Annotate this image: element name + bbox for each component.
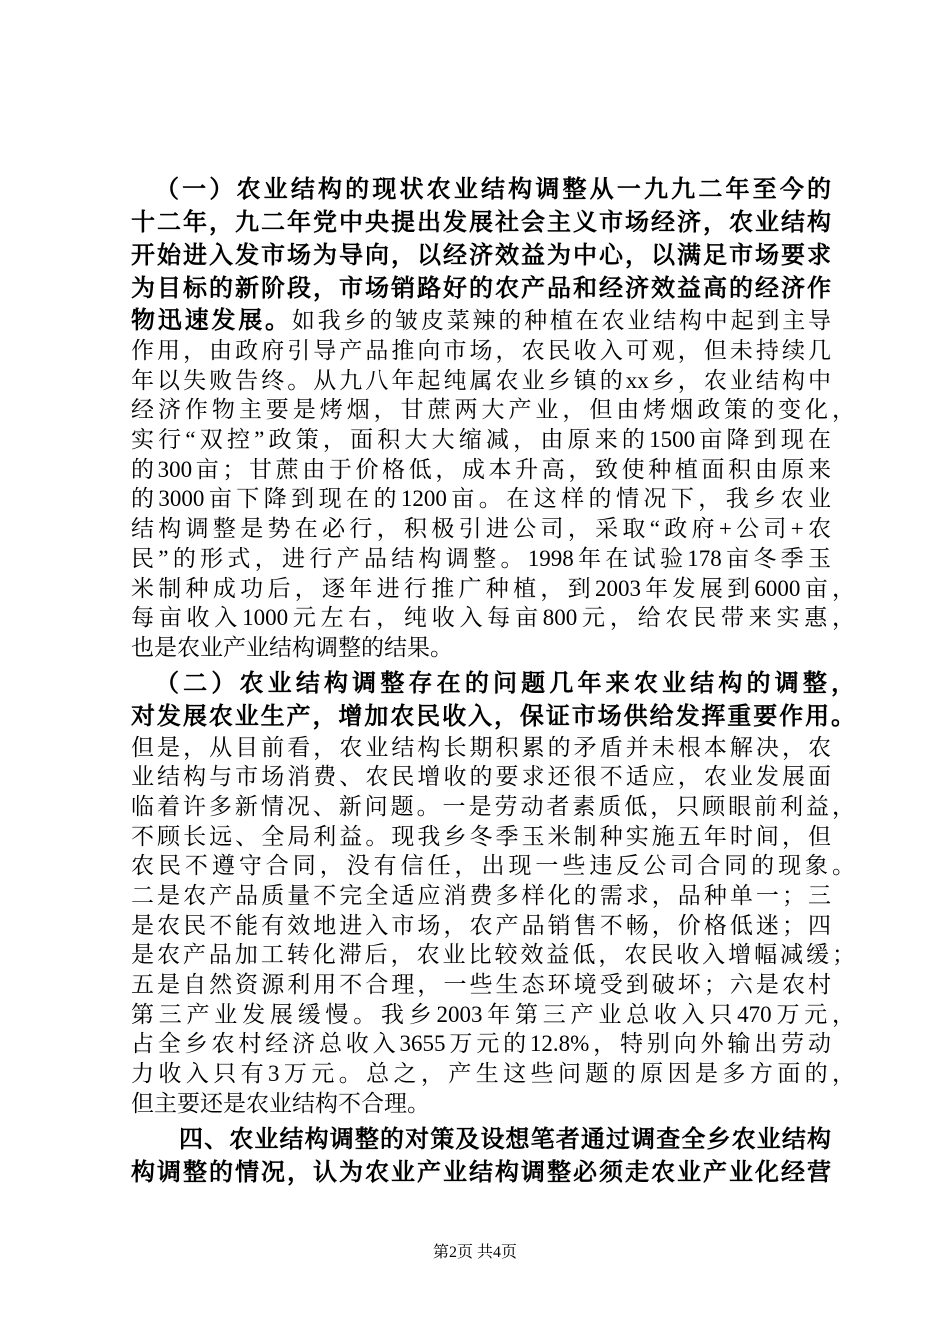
text-line <box>131 1156 831 1189</box>
text-line <box>131 173 831 206</box>
text-line <box>131 822 831 852</box>
emphasis-text: 四、农业结构调整的对策及设想笔者通过调查全乡农业结构 <box>179 1125 831 1153</box>
text-line <box>131 881 831 911</box>
text-line <box>131 1089 831 1119</box>
text-line <box>131 239 831 272</box>
text-line <box>131 970 831 1000</box>
body-text: 占全乡农村经济总收入3655万元的12.8%，特别向外输出劳动 <box>131 1031 831 1057</box>
body-text: 但是，从目前看，农业结构长期积累的矛盾并未根本解决，农 <box>131 734 831 760</box>
body-text: 农民不遵守合同，没有信任，出现一些违反公司合同的现象。 <box>131 853 855 879</box>
body-text: 业结构与市场消费、农民增收的要求还很不适应，农业发展面 <box>131 764 831 790</box>
text-line <box>131 911 831 941</box>
body-text: 如我乡的皱皮菜辣的种植在农业结构中起到主导 <box>291 308 831 333</box>
paragraph <box>131 173 855 663</box>
paragraph <box>131 1123 855 1189</box>
text-line <box>131 733 831 763</box>
body-text: 的300亩；甘蔗由于价格低，成本升高，致使种植面积由原来 <box>131 456 831 482</box>
body-text: 临着许多新情况、新问题。一是劳动者素质低，只顾眼前利益， <box>131 793 855 819</box>
text-line <box>131 667 855 700</box>
emphasis-text: （一）农业结构的现状农业结构调整从一九九二年至今的 <box>155 176 831 203</box>
body-text: 民”的形式，进行产品结构调整。1998年在试验178亩冬季玉 <box>131 545 831 571</box>
body-text: 实行“双控”政策，面积大大缩减，由原来的1500亩降到现在 <box>131 427 831 453</box>
emphasis-text: 对发展农业生产，增加农民收入，保证市场供给发挥重要作用。 <box>131 702 855 730</box>
text-line <box>131 272 831 305</box>
text-line <box>131 851 855 881</box>
body-text: 作用，由政府引导产品推向市场，农民收入可观，但未持续几 <box>131 338 831 363</box>
body-text: 五是自然资源利用不合理，一些生态环境受到破坏；六是农村 <box>131 972 831 998</box>
text-line <box>131 305 831 336</box>
text-line <box>131 940 855 970</box>
body-text: 经济作物主要是烤烟，甘蔗两大产业，但由烤烟政策的变化， <box>131 397 855 423</box>
text-line <box>131 574 855 604</box>
body-text: 不顾长远、全局利益。现我乡冬季玉米制种实施五年时间，但 <box>131 823 831 849</box>
text-line <box>131 514 831 544</box>
text-line <box>131 206 831 239</box>
body-text: 的3000亩下降到现在的1200亩。在这样的情况下，我乡农业 <box>131 486 831 512</box>
body-text: 但主要还是农业结构不合理。 <box>131 1090 430 1116</box>
text-line <box>131 1029 831 1059</box>
emphasis-text: 物迅速发展。 <box>131 307 292 334</box>
body-text: 每亩收入1000元左右，纯收入每亩800元，给农民带来实惠， <box>131 605 855 631</box>
body-text: 米制种成功后，逐年进行推广种植，到2003年发展到6000亩， <box>131 575 855 601</box>
text-line <box>131 1000 855 1030</box>
text-line <box>131 633 831 663</box>
text-line <box>131 336 831 366</box>
text-line <box>131 700 855 733</box>
emphasis-text: 开始进入发市场为导向，以经济效益为中心，以满足市场要求 <box>131 242 831 269</box>
text-line <box>131 544 831 574</box>
emphasis-text: 构调整的情况，认为农业产业结构调整必须走农业产业化经营 <box>131 1158 831 1186</box>
body-text: 二是农产品质量不完全适应消费多样化的需求，品种单一；三 <box>131 883 831 908</box>
text-line <box>131 425 831 455</box>
text-line <box>131 395 855 425</box>
body-text: 力收入只有3万元。总之，产生这些问题的原因是多方面的， <box>131 1061 855 1087</box>
text-line <box>131 455 831 485</box>
text-line <box>131 1059 855 1089</box>
text-line <box>131 366 831 396</box>
body-text: 也是农业产业结构调整的结果。 <box>131 634 453 660</box>
document-body <box>131 173 855 1189</box>
text-line <box>131 1123 831 1156</box>
text-line <box>131 603 855 633</box>
emphasis-text: 十二年，九二年党中央提出发展社会主义市场经济，农业结构 <box>131 209 831 236</box>
body-text: 结构调整是势在必行，积极引进公司，采取“政府+公司+农 <box>131 516 831 542</box>
text-line <box>131 792 855 822</box>
paragraph <box>131 667 855 1119</box>
body-text: 第三产业发展缓慢。我乡2003年第三产业总收入只470万元， <box>131 1001 855 1027</box>
text-line <box>131 484 831 514</box>
page-footer: 第2页 共4页 <box>432 1244 517 1261</box>
emphasis-text: （二）农业结构调整存在的问题几年来农业结构的调整， <box>155 669 855 697</box>
emphasis-text: 为目标的新阶段，市场销路好的农产品和经济效益高的经济作 <box>131 275 831 302</box>
body-text: 年以失败告终。从九八年起纯属农业乡镇的xx乡，农业结构中 <box>131 367 831 393</box>
body-text: 是农民不能有效地进入市场，农产品销售不畅，价格低迷；四 <box>131 912 831 938</box>
body-text: 是农产品加工转化滞后，农业比较效益低，农民收入增幅减缓； <box>131 942 855 968</box>
text-line <box>131 762 831 792</box>
